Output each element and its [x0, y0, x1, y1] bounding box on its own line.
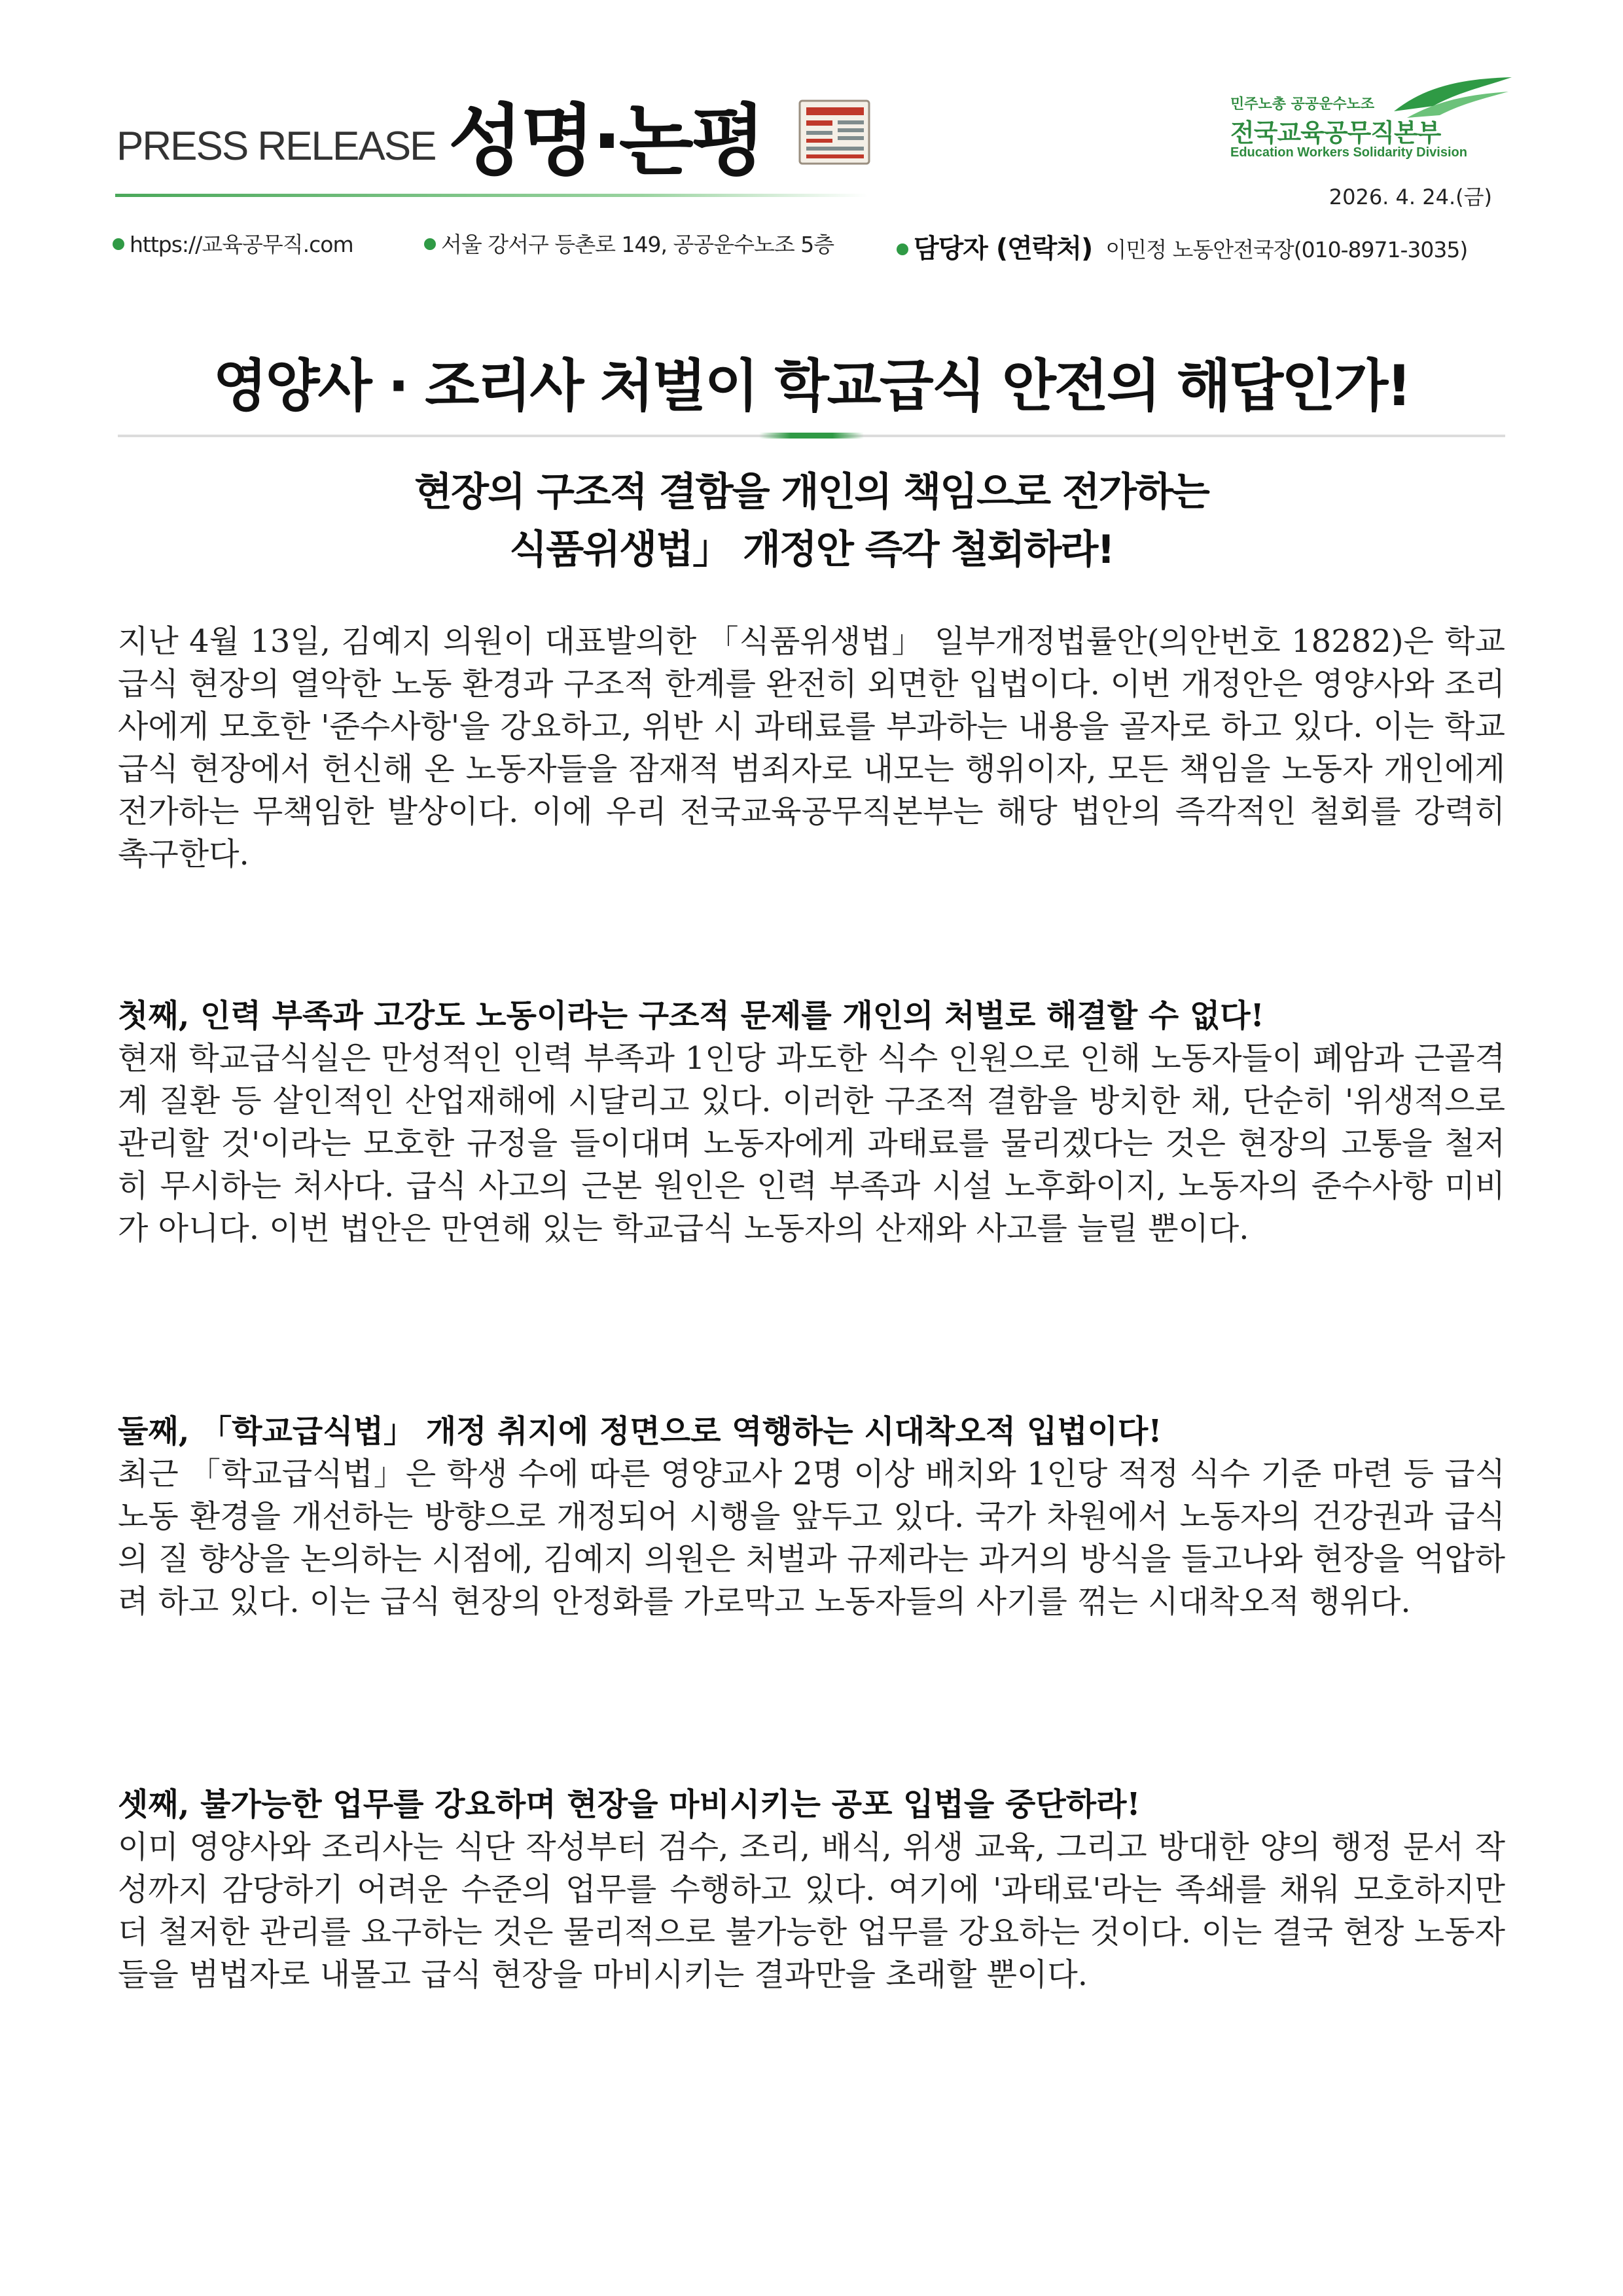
logo-federation-text: 민주노총 공공운수노조: [1230, 96, 1375, 113]
subtitle-line-1: 현장의 구조적 결함을 개인의 책임으로 전가하는: [414, 469, 1209, 515]
section-heading: 첫째, 인력 부족과 고강도 노동이라는 구조적 문제를 개인의 처벌로 해결할 수 없다!: [118, 997, 1264, 1034]
info-contact: [897, 228, 1467, 265]
section-heading: 셋째, 불가능한 업무를 강요하며 현장을 마비시키는 공포 입법을 중단하라!: [118, 1786, 1141, 1823]
release-date: 2026. 4. 24.(금): [1329, 185, 1492, 209]
section-3-heading-block: [118, 1784, 1505, 1826]
bullet-dot-icon: [424, 238, 436, 250]
section-1-heading-block: [118, 995, 1505, 1037]
section-text: 현재 학교급식실은 만성적인 인력 부족과 1인당 과도한 식수 인원으로 인해 노동자들이 폐암과 근골격계 질환 등 살인적인 산업재해에 시달리고 있다. 이러한 구조적 결함을 방치한 채, 단순히 '위생적으로 관리할 것'이라는 모호한 규정을 들이대며 노동자에게 과태료를 물리겠다는 것은 현장의 고통을 철저히 무시하는 처사다. 급식 사고의 근본 원인은 인력 부족과 시설 노후화이지, 노동자의 준수사항 미비가 아니다. 이번 법안은 만연해 있는 학교급식 노동자의 산재와 사고를 늘릴 뿐이다.: [118, 1040, 1505, 1247]
subtitle-line-2: 식품위생법」 개정안 즉각 철회하라!: [509, 527, 1114, 573]
intro-paragraph: [118, 620, 1505, 876]
section-text: 이미 영양사와 조리사는 식단 작성부터 검수, 조리, 배식, 위생 교육, 그리고 방대한 양의 행정 문서 작성까지 감당하기 어려운 수준의 업무를 수행하고 있다. 여기에 '과태료'라는 족쇄를 채워 모호하지만 더 철저한 관리를 요구하는 것은 물리적으로 불가능한 업무를 강요하는 것이다. 이는 결국 현장 노동자들을 범법자로 내몰고 급식 현장을 마비시키는 결과만을 초래할 뿐이다.: [118, 1829, 1505, 1993]
header-divider: [115, 194, 868, 197]
website-url[interactable]: https://교육공무직.com: [130, 232, 353, 257]
document-kind-title: 성명·논평: [448, 96, 763, 186]
info-url: [113, 228, 353, 259]
contact-label: 담당자 (연락처): [914, 234, 1093, 264]
bullet-dot-icon: [113, 238, 124, 250]
union-logo: [1230, 72, 1518, 177]
logo-union-name: 전국교육공무직본부: [1230, 118, 1441, 147]
section-2-heading-block: [118, 1410, 1505, 1453]
office-address: 서울 강서구 등촌로 149, 공공운수노조 5층: [441, 232, 834, 257]
logo-english-name: Education Workers Solidarity Division: [1230, 145, 1467, 160]
section-heading: 둘째, 「학교급식법」 개정 취지에 정면으로 역행하는 시대착오적 입법이다!: [118, 1413, 1162, 1450]
section-1-paragraph: [118, 1037, 1505, 1250]
section-3-paragraph: [118, 1826, 1505, 1996]
title-divider-accent: [759, 433, 864, 439]
bullet-dot-icon: [897, 243, 908, 255]
section-2-paragraph: [118, 1453, 1505, 1623]
newspaper-icon: [797, 97, 874, 168]
section-text: 최근 「학교급식법」은 학생 수에 따른 영양교사 2명 이상 배치와 1인당 적정 식수 기준 마련 등 급식 노동 환경을 개선하는 방향으로 개정되어 시행을 앞두고 있다. 국가 차원에서 노동자의 건강권과 급식의 질 향상을 논의하는 시점에, 김예지 의원은 처벌과 규제라는 과거의 방식을 들고나와 현장을 억압하려 하고 있다. 이는 급식 현장의 안정화를 가로막고 노동자들의 사기를 꺾는 시대착오적 행위다.: [118, 1456, 1505, 1620]
main-title: 영양사 · 조리사 처벌이 학교급식 안전의 해답인가!: [213, 353, 1410, 419]
info-address: [424, 228, 834, 259]
contact-value: 이민정 노동안전국장(010-8971-3035): [1105, 237, 1468, 262]
press-release-label: PRESS RELEASE: [116, 124, 436, 169]
intro-text: 지난 4월 13일, 김예지 의원이 대표발의한 「식품위생법」 일부개정법률안(의안번호 18282)은 학교급식 현장의 열악한 노동 환경과 구조적 한계를 완전히 외면한 입법이다. 이번 개정안은 영양사와 조리사에게 모호한 '준수사항'을 강요하고, 위반 시 과태료를 부과하는 내용을 골자로 하고 있다. 이는 학교급식 현장에서 헌신해 온 노동자들을 잠재적 범죄자로 내모는 행위이자, 모든 책임을 노동자 개인에게 전가하는 무책임한 발상이다. 이에 우리 전국교육공무직본부는 해당 법안의 즉각적인 철회를 강력히 촉구한다.: [118, 623, 1505, 872]
